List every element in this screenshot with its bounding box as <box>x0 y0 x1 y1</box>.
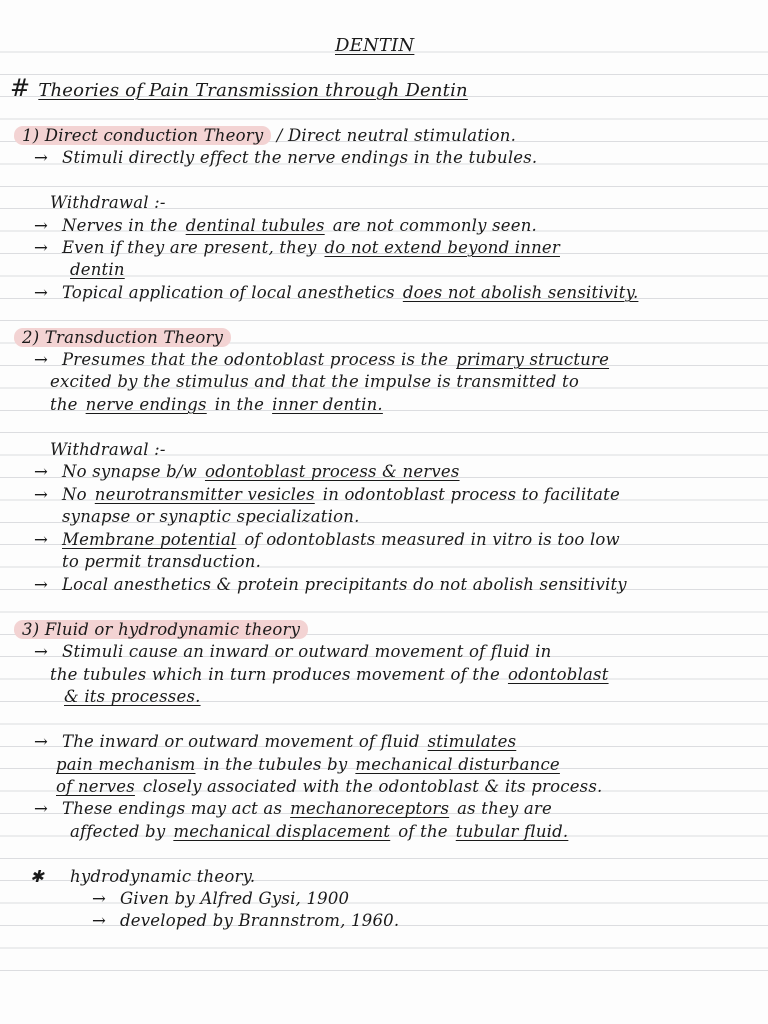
underlined-text: pain mechanism <box>56 755 196 774</box>
list-item-text: Topical application of local anesthetics <box>62 283 395 302</box>
arrow-icon: → <box>34 350 49 369</box>
list-item-text: Stimuli cause an inward or outward movement of fluid in <box>62 642 552 661</box>
list-item-text: Nerves in the <box>62 216 178 235</box>
list-item-continuation: to permit transduction. <box>62 552 262 571</box>
list-item-text: Even if they are present, they <box>62 238 317 257</box>
list-item-text: in the tubules by <box>203 755 348 774</box>
footnote-title <box>30 867 255 887</box>
footnote-item-text: Given by Alfred Gysi, 1900 <box>120 889 350 908</box>
underlined-text: mechanoreceptors <box>290 799 450 818</box>
list-item <box>34 283 638 303</box>
list-item-text: Stimuli directly effect the nerve endings in the tubules. <box>62 148 538 167</box>
section-3-highlight: 3) Fluid or hydrodynamic theory <box>14 620 308 639</box>
underlined-text: dentinal tubules <box>185 216 325 235</box>
list-item-text: These endings may act as <box>62 799 283 818</box>
list-item-continuation: & its processes. <box>64 687 201 706</box>
arrow-icon: → <box>34 238 49 257</box>
arrow-icon: → <box>34 148 49 167</box>
withdrawal-label: Withdrawal :- <box>50 193 166 212</box>
section-2-highlight: 2) Transduction Theory <box>14 328 231 347</box>
list-item <box>34 575 627 595</box>
list-item <box>34 462 460 482</box>
section-1-title-rest: / Direct neutral stimulation. <box>276 126 517 145</box>
arrow-icon: → <box>34 462 49 481</box>
underlined-text: does not abolish sensitivity. <box>402 283 639 302</box>
withdrawal-label: Withdrawal :- <box>50 440 166 459</box>
list-item-continuation <box>56 755 560 775</box>
list-item <box>34 799 552 819</box>
list-item-text: The inward or outward movement of fluid <box>62 732 420 751</box>
footnote-item <box>92 911 399 931</box>
underlined-text: nerve endings <box>85 395 207 414</box>
section-1-title <box>14 126 516 146</box>
list-item <box>34 485 620 505</box>
arrow-icon: → <box>34 642 49 661</box>
underlined-text: mechanical displacement <box>173 822 391 841</box>
list-item <box>34 238 560 258</box>
list-item-text: are not commonly seen. <box>332 216 537 235</box>
list-item <box>34 642 552 662</box>
main-heading-text: Theories of Pain Transmission through Dentin <box>38 80 468 101</box>
section-2-title <box>14 328 231 348</box>
underlined-text: inner dentin. <box>272 395 383 414</box>
list-item <box>34 530 620 550</box>
list-item-text: affected by <box>70 822 166 841</box>
list-item-text: Local anesthetics & protein precipitants do not abolish sensitivity <box>62 575 627 594</box>
list-item <box>34 732 516 752</box>
list-item-text: closely associated with the odontoblast & its process. <box>142 777 603 796</box>
arrow-icon: → <box>34 485 49 504</box>
list-item-text: the <box>50 395 78 414</box>
underlined-text: odontoblast <box>507 665 609 684</box>
list-item-continuation <box>50 665 609 685</box>
arrow-icon: → <box>34 575 49 594</box>
list-item-text: the tubules which in turn produces movement of the <box>50 665 500 684</box>
underlined-text: primary structure <box>456 350 610 369</box>
arrow-icon: → <box>92 889 107 908</box>
underlined-text: Membrane potential <box>62 530 237 549</box>
underlined-text: do not extend beyond inner <box>324 238 560 257</box>
list-item-continuation: synapse or synaptic specialization. <box>62 507 360 526</box>
arrow-icon: → <box>34 283 49 302</box>
page-title: DENTIN <box>335 35 415 56</box>
list-item <box>34 148 537 168</box>
hash-marker: # <box>10 74 31 102</box>
underlined-text: stimulates <box>427 732 517 751</box>
section-1-highlight: 1) Direct conduction Theory <box>14 126 271 145</box>
arrow-icon: → <box>34 530 49 549</box>
underlined-text: tubular fluid. <box>455 822 569 841</box>
list-item <box>34 350 609 370</box>
footnote-title-text: hydrodynamic theory. <box>70 867 256 886</box>
footnote-item <box>92 889 349 909</box>
list-item-text: No synapse b/w <box>62 462 197 481</box>
list-item-text: of odontoblasts measured in vitro is too low <box>244 530 620 549</box>
footnote-item-text: developed by Brannstrom, 1960. <box>120 911 400 930</box>
list-item-text: Presumes that the odontoblast process is the <box>62 350 449 369</box>
list-item <box>34 216 537 236</box>
list-item-continuation <box>70 822 568 842</box>
list-item-continuation <box>50 395 383 415</box>
arrow-icon: → <box>92 911 107 930</box>
arrow-icon: → <box>34 216 49 235</box>
list-item-text: in odontoblast process to facilitate <box>322 485 620 504</box>
list-item-continuation: dentin <box>70 260 125 279</box>
list-item-continuation <box>56 777 602 797</box>
underlined-text: mechanical disturbance <box>355 755 560 774</box>
list-item-text: No <box>62 485 87 504</box>
arrow-icon: → <box>34 732 49 751</box>
arrow-icon: → <box>34 799 49 818</box>
underlined-text: neurotransmitter vesicles <box>94 485 315 504</box>
section-3-title <box>14 620 308 640</box>
list-item-text: of the <box>398 822 448 841</box>
underlined-text: of nerves <box>56 777 135 796</box>
list-item-continuation: excited by the stimulus and that the impulse is transmitted to <box>50 372 579 391</box>
list-item-text: in the <box>214 395 265 414</box>
main-heading <box>10 74 468 102</box>
underlined-text: odontoblast process & nerves <box>204 462 460 481</box>
star-icon: ✱ <box>30 867 45 886</box>
list-item-text: as they are <box>457 799 552 818</box>
